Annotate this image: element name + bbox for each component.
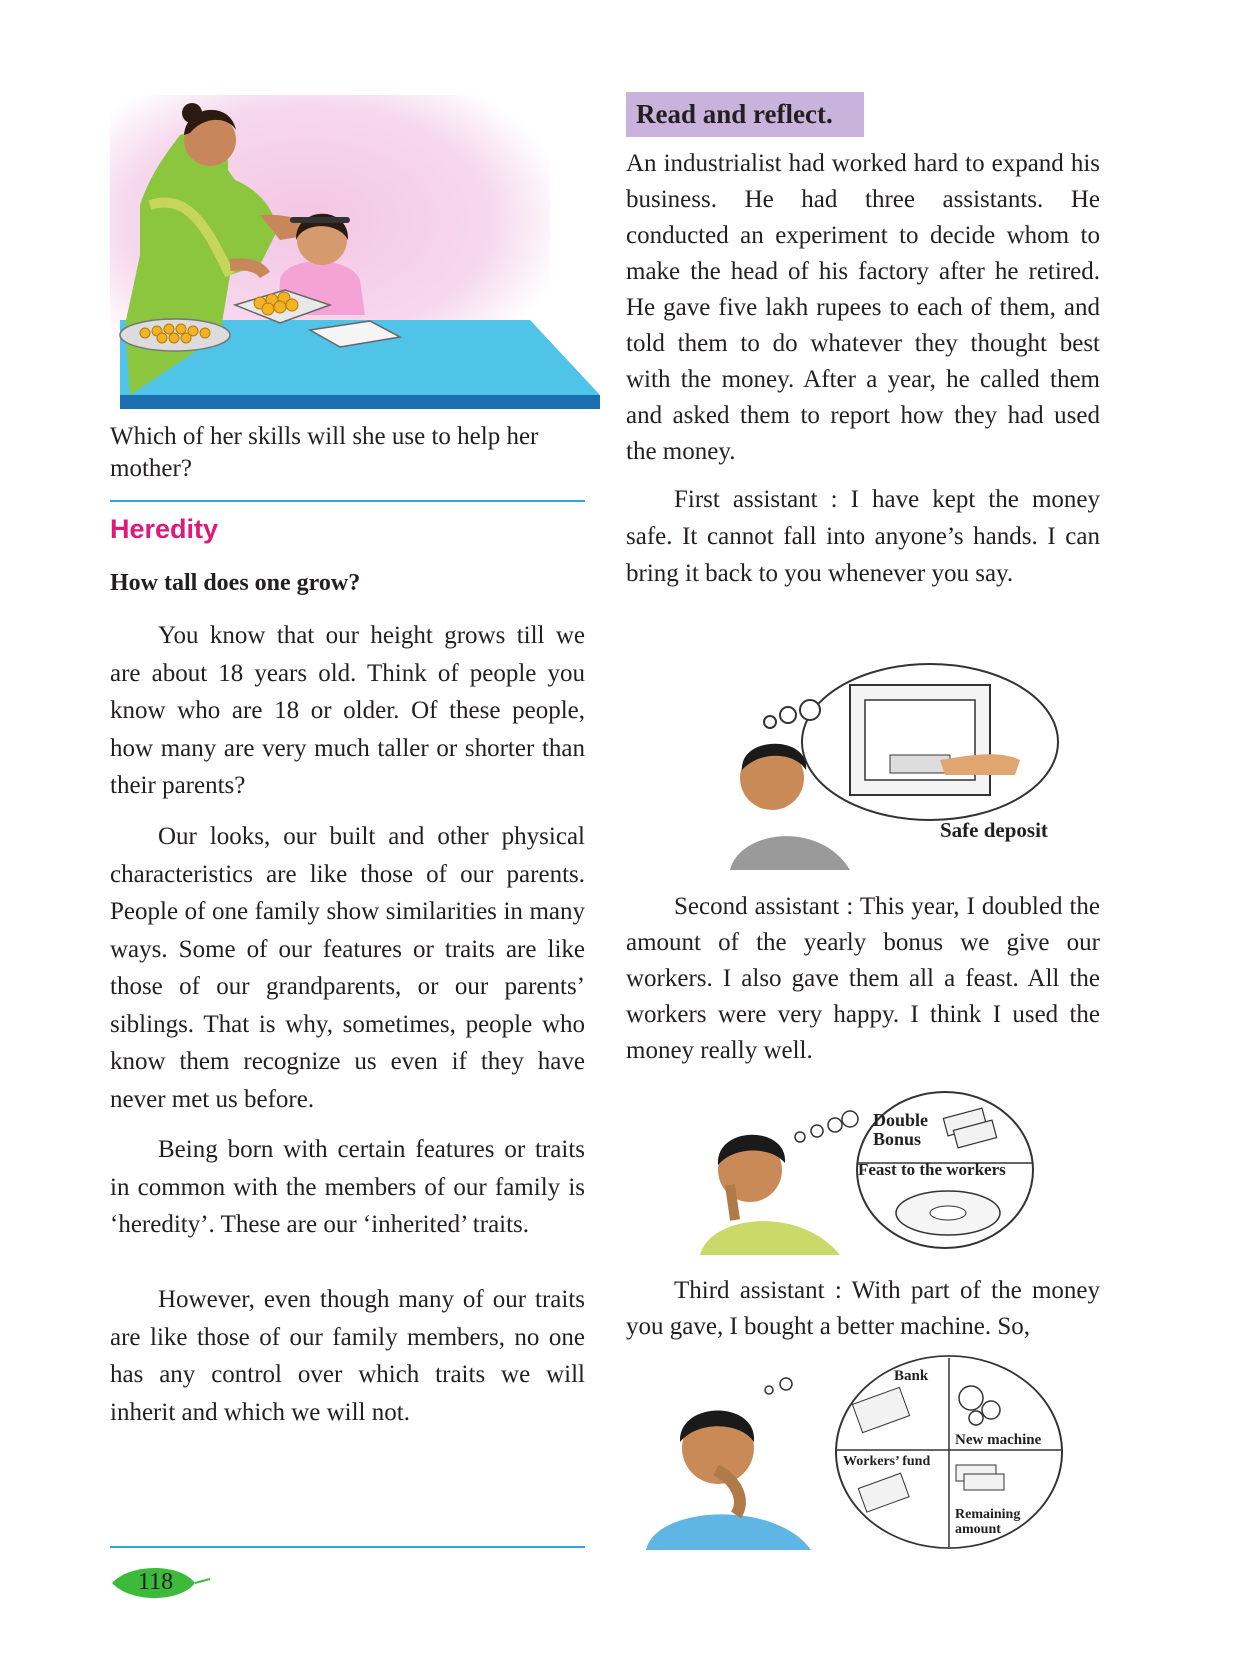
safe-deposit-label: Safe deposit xyxy=(940,818,1048,842)
read-and-reflect-box: Read and reflect. xyxy=(626,92,864,137)
heredity-heading: Heredity xyxy=(110,514,219,544)
remaining-line-1: Remaining xyxy=(955,1507,1021,1522)
third-assistant-text: Third assistant : With part of the money you gave, I bought a better machine. So, xyxy=(626,1277,1100,1340)
remaining-amount-label xyxy=(955,1507,1020,1537)
remaining-line-2: amount xyxy=(955,1522,1001,1537)
first-assistant-text: First assistant : I have kept the money safe. It cannot fall into anyone’s hands. I can bring it back to you whenever you say. xyxy=(626,486,1100,587)
subheading-how-tall: How tall does one grow? xyxy=(110,570,361,596)
safe-deposit-illustration xyxy=(700,660,1060,880)
new-machine-label: New machine xyxy=(955,1432,1042,1448)
bonus-line-1: Double xyxy=(873,1110,929,1130)
double-bonus-label xyxy=(873,1111,928,1149)
feast-label: Feast to the workers xyxy=(858,1160,1006,1179)
story-intro: An industrialist had worked hard to expand his business. He had three assistants. He conducted an experiment to decide whom to make the head of his factory after he retired. He gave five lakh rupees to each of them, and told them to do whatever they thought best with the money. After a year, he called them and asked them to report how they had used the money. xyxy=(626,150,1100,465)
mother-daughter-illustration xyxy=(110,95,600,413)
second-assistant-text: Second assistant : This year, I doubled the amount of the yearly bonus we give our workers. I also gave them all a feast. All the workers were very happy. I think I used the money really well. xyxy=(626,893,1100,1064)
page-number: 118 xyxy=(138,1569,174,1595)
workers-fund-label: Workers’ fund xyxy=(843,1454,931,1469)
illustration-caption: Which of her skills will she use to help her mother? xyxy=(110,423,539,482)
bonus-line-2: Bonus xyxy=(873,1129,922,1149)
paragraph-looks: Our looks, our built and other physical characteristics are like those of our parents. People of one family show similarities in many ways. Some of our features or traits are like those of our grandparents, or our parents’ siblings. That is why, sometimes, people who know them recognize us even if they have never met us before. xyxy=(110,823,585,1113)
paragraph-no-control: However, even though many of our traits are like those of our family members, no one has any control over which traits we will inherit and which we will not. xyxy=(110,1286,585,1426)
page-number-badge xyxy=(110,1563,200,1603)
bank-label: Bank xyxy=(894,1368,929,1384)
paragraph-heredity-definition: Being born with certain features or traits in common with the members of our family is ‘heredity’. These are our ‘inherited’ traits. xyxy=(110,1136,585,1238)
footer-rule xyxy=(110,1546,585,1548)
paragraph-height: You know that our height grows till we are about 18 years old. Think of people you know who are 18 or older. Of these people, how many are very much taller or shorter than their parents? xyxy=(110,622,585,799)
section-divider xyxy=(110,500,585,502)
